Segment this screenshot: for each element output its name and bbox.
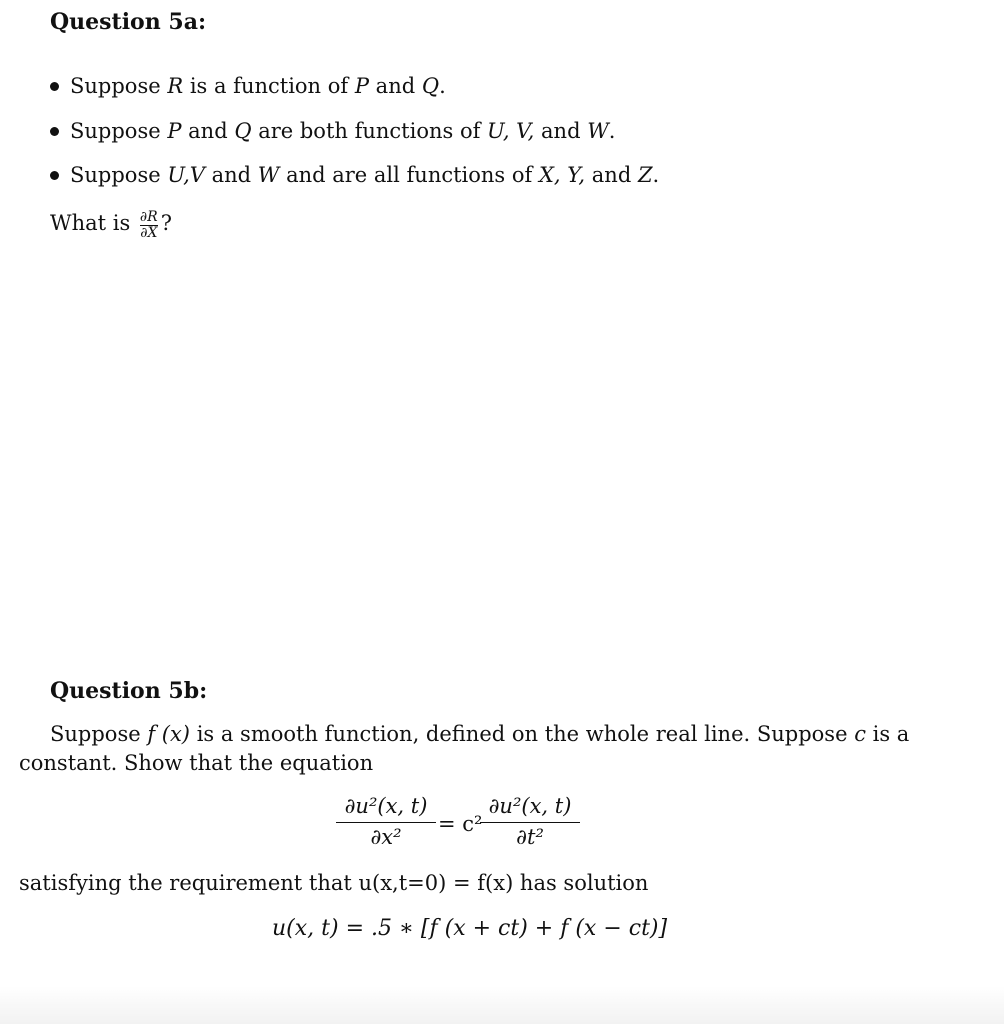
partial-derivative-fraction: $\frac{\partial R}{\partial X}$ xyxy=(139,208,158,241)
solution-formula: u(x, t) = .5 ∗ [f (x + ct) + f (x − ct)] xyxy=(272,916,668,941)
question-5a-prompt: What is $\frac{\partial R}{\partial X}$ ? xyxy=(50,208,172,241)
question-5a-heading: Question 5a: xyxy=(50,9,207,35)
question-5b-requirement: satisfying the requirement that u(x,t=0) = f(x) has solution xyxy=(19,871,649,895)
equation-equals-c-squared: = c² xyxy=(438,812,483,836)
question-5b-heading: Question 5b: xyxy=(50,678,208,704)
page-bottom-shadow xyxy=(0,986,1004,1024)
equation-rhs-fraction: $\frac{\text{∂u²(x, t)}}{\text{∂t²}}$ xyxy=(480,794,580,849)
bullet-item: Suppose R is a function of P and Q. xyxy=(70,74,446,98)
equation-lhs-fraction: $\frac{\text{∂u²(x, t)}}{\text{∂x²}}$ xyxy=(336,794,436,849)
bullet-item: Suppose P and Q are both functions of U, V, and W. xyxy=(70,119,616,143)
bullet-icon xyxy=(50,171,59,180)
question-5b-line-2: constant. Show that the equation xyxy=(19,751,374,775)
bullet-item: Suppose U,V and W and are all functions of X, Y, and Z. xyxy=(70,163,660,187)
question-5b-line-1: Suppose f (x) is a smooth function, defined on the whole real line. Suppose c is a xyxy=(50,722,910,746)
bullet-icon xyxy=(50,82,59,91)
bullet-icon xyxy=(50,127,59,136)
